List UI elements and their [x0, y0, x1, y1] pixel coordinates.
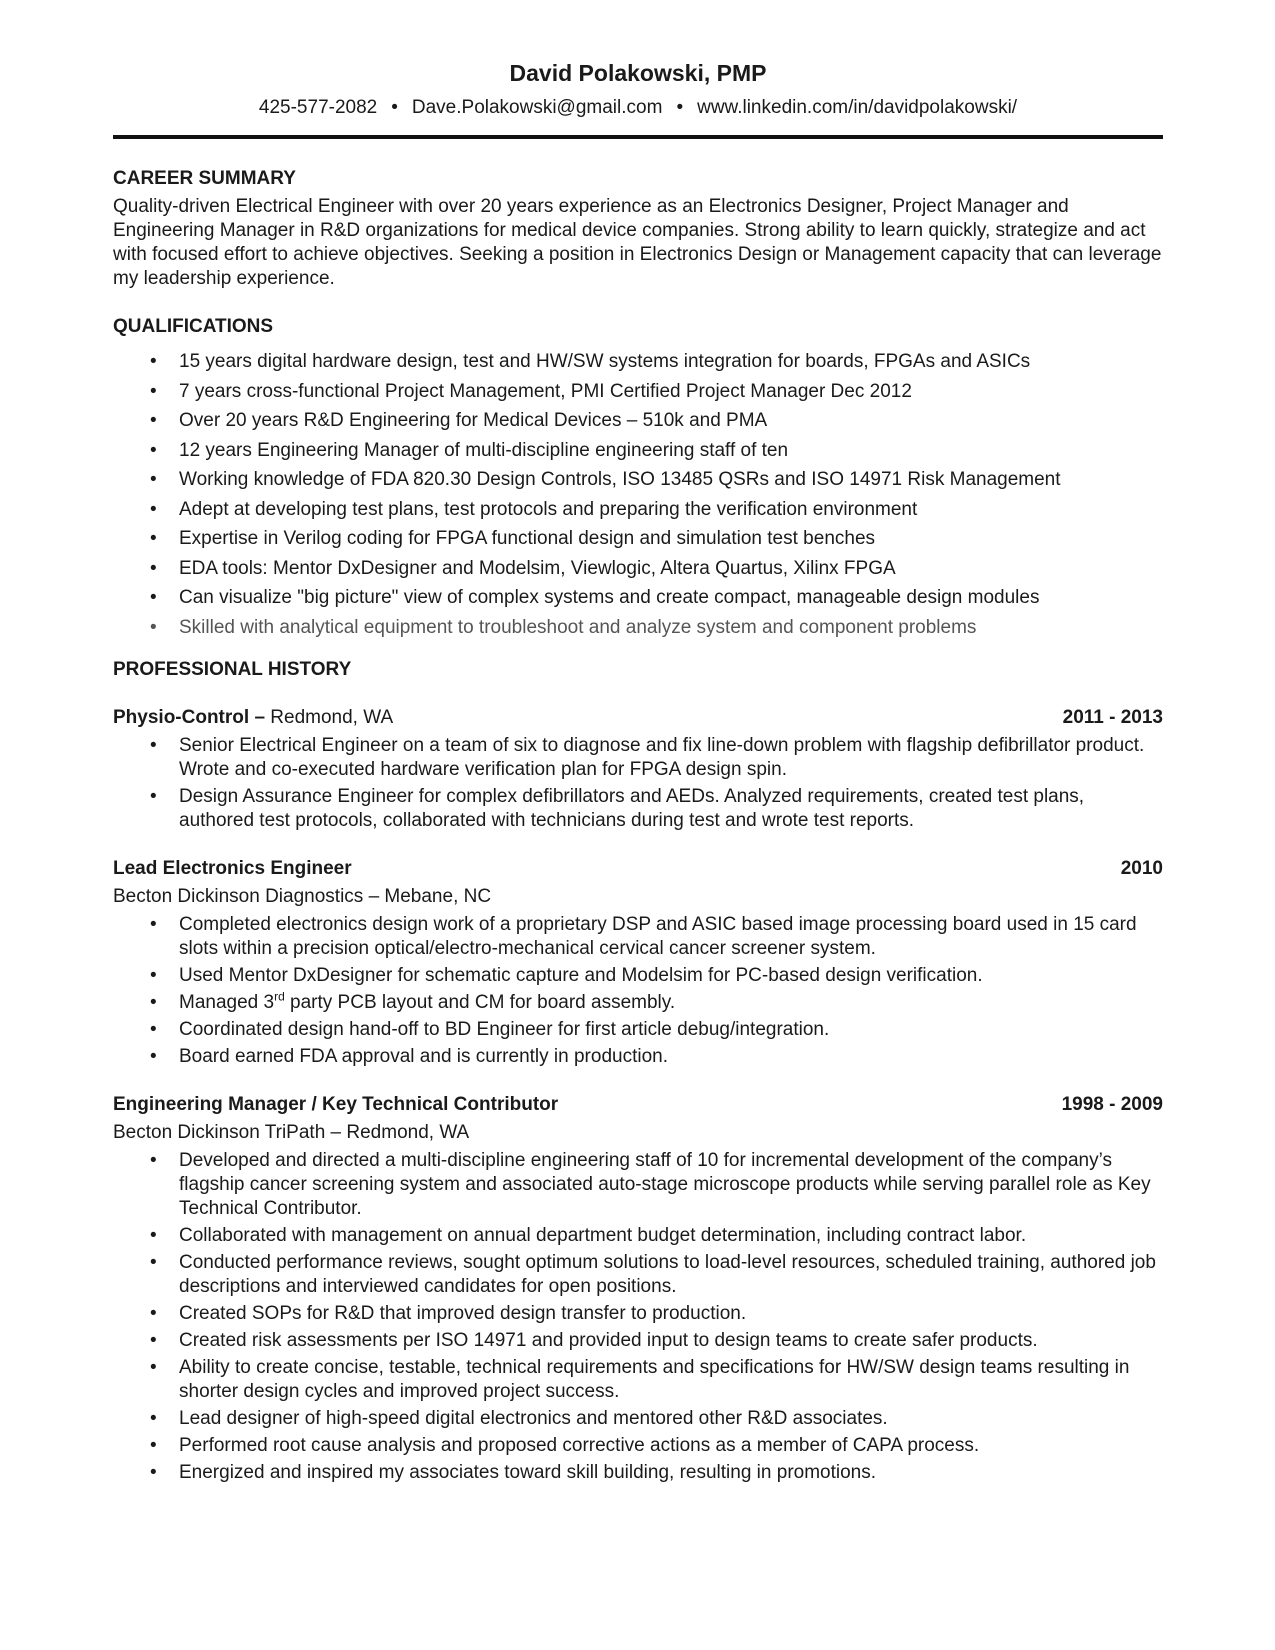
list-item: • Lead designer of high-speed digital electronics and mentored other R&D associates. [113, 1407, 1163, 1431]
list-item: • Expertise in Verilog coding for FPGA functional design and simulation test benches [113, 524, 1163, 554]
separator: • [391, 97, 398, 118]
summary-text: Quality-driven Electrical Engineer with over 20 years experience as an Electronics Designer, Project Manager and Engineering Manager in R&D organizations for medical device companies. Strong ability to learn quickly, strategize and act with focused effort to achieve objectives. Seeking a position in Electronics Design or Management capacity that can leverage my leadership experience. [113, 196, 1162, 289]
list-item: • Can visualize "big picture" view of complex systems and create compact, manageable design modules [113, 583, 1163, 613]
list-item: • Completed electronics design work of a proprietary DSP and ASIC based image processing board used in 15 card slots within a precision optical/electro-mechanical cervical cancer screener system. [113, 913, 1163, 961]
list-item: • Created risk assessments per ISO 14971 and provided input to design teams to create safer products. [113, 1329, 1163, 1353]
contact-line [113, 96, 1163, 120]
job-years: 1998 - 2009 [1061, 1094, 1163, 1115]
job-entry [113, 857, 1163, 1069]
list-item: • 15 years digital hardware design, test and HW/SW systems integration for boards, FPGAs and ASICs [113, 347, 1163, 377]
list-item: • Collaborated with management on annual department budget determination, including contract labor. [113, 1224, 1163, 1248]
job-header [113, 1093, 1163, 1117]
list-item: • Skilled with analytical equipment to troubleshoot and analyze system and component problems [113, 613, 1163, 643]
section-heading: PROFESSIONAL HISTORY [113, 659, 352, 680]
list-item: • Over 20 years R&D Engineering for Medical Devices – 510k and PMA [113, 406, 1163, 436]
list-item [113, 991, 1163, 1015]
list-item: • Performed root cause analysis and proposed corrective actions as a member of CAPA process. [113, 1434, 1163, 1458]
list-item: • 12 years Engineering Manager of multi-discipline engineering staff of ten [113, 436, 1163, 466]
resume-page [113, 52, 1163, 1488]
list-item: • Created SOPs for R&D that improved design transfer to production. [113, 1302, 1163, 1326]
section-heading: QUALIFICATIONS [113, 316, 274, 337]
list-item: • Design Assurance Engineer for complex defibrillators and AEDs. Analyzed requirements, created test plans, authored test protocols, collaborated with technicians during test and wrote test reports. [113, 785, 1163, 833]
job-entry [113, 706, 1163, 833]
job-entry [113, 1093, 1163, 1485]
list-item: • Senior Electrical Engineer on a team of six to diagnose and fix line-down problem with flagship defibrillator product. Wrote and co-executed hardware verification plan for FPGA design spin. [113, 734, 1163, 782]
list-item: • Energized and inspired my associates toward skill building, resulting in promotions. [113, 1461, 1163, 1485]
managed-suffix: party PCB layout and CM for board assembly. [284, 992, 676, 1013]
qualifications-list [113, 347, 1163, 642]
job-header [113, 706, 1163, 730]
list-item: • Ability to create concise, testable, technical requirements and specifications for HW/SW design teams resulting in shorter design cycles and improved project success. [113, 1356, 1163, 1404]
list-item: • Developed and directed a multi-discipline engineering staff of 10 for incremental development of the company’s flagship cancer screening system and associated auto-stage microscope products while serving parallel role as Key Technical Contributor. [113, 1149, 1163, 1221]
job-bullets [113, 1149, 1163, 1485]
employer-line: Becton Dickinson Diagnostics – Mebane, NC [113, 886, 492, 907]
company-name: Physio-Control – [113, 707, 266, 728]
job-years: 2010 [1120, 858, 1163, 879]
list-item: • Working knowledge of FDA 820.30 Design Controls, ISO 13485 QSRs and ISO 14971 Risk Management [113, 465, 1163, 495]
list-item: • Board earned FDA approval and is currently in production. [113, 1045, 1163, 1069]
job-title: Lead Electronics Engineer [113, 858, 352, 879]
job-bullets [113, 734, 1163, 833]
employer-line: Becton Dickinson TriPath – Redmond, WA [113, 1122, 470, 1143]
job-title: Engineering Manager / Key Technical Contributor [113, 1094, 559, 1115]
linkedin-url: www.linkedin.com/in/davidpolakowski/ [697, 97, 1018, 118]
section-heading: CAREER SUMMARY [113, 168, 296, 189]
ordinal-suffix: rd [274, 989, 285, 1004]
header-divider [113, 135, 1163, 139]
list-item: • EDA tools: Mentor DxDesigner and Modelsim, Viewlogic, Altera Quartus, Xilinx FPGA [113, 554, 1163, 584]
list-item: • Coordinated design hand-off to BD Engineer for first article debug/integration. [113, 1018, 1163, 1042]
phone-number: 425-577-2082 [258, 97, 378, 118]
job-location: Redmond, WA [265, 707, 394, 728]
job-header [113, 857, 1163, 881]
candidate-name: David Polakowski, PMP [509, 60, 767, 86]
managed-prefix: Managed 3 [179, 992, 275, 1013]
job-years: 2011 - 2013 [1062, 707, 1163, 728]
list-item: • Used Mentor DxDesigner for schematic capture and Modelsim for PC-based design verification. [113, 964, 1163, 988]
professional-history-section [113, 658, 1163, 1485]
list-item: • Adept at developing test plans, test protocols and preparing the verification environment [113, 495, 1163, 525]
email-address: Dave.Polakowski@gmail.com [411, 97, 663, 118]
job-bullets [113, 913, 1163, 1069]
qualifications-section [113, 315, 1163, 642]
list-item: • Conducted performance reviews, sought optimum solutions to load-level resources, scheduled training, authored job descriptions and interviewed candidates for open positions. [113, 1251, 1163, 1299]
career-summary-section [113, 167, 1163, 291]
separator: • [676, 97, 684, 118]
resume-header [113, 58, 1163, 139]
list-item: • 7 years cross-functional Project Management, PMI Certified Project Manager Dec 2012 [113, 377, 1163, 407]
